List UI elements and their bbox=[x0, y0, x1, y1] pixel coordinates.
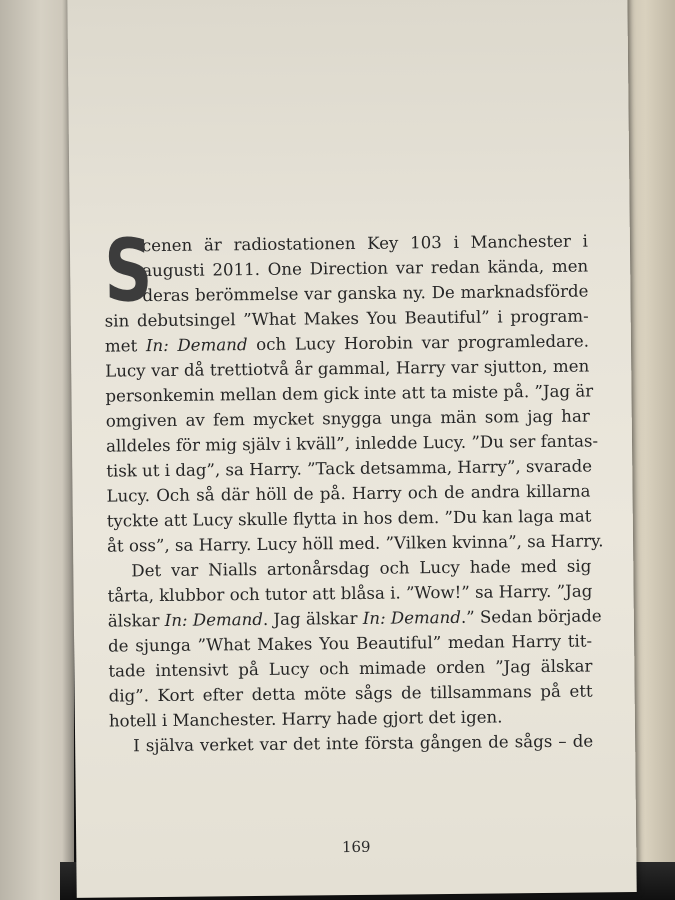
text-line-21: I själva verket var det inte första gången de sågs – de bbox=[133, 731, 594, 756]
text-line-5-pre: met bbox=[104, 336, 147, 356]
drop-cap: S bbox=[103, 221, 154, 322]
text-line-9: alldeles för mig själv i kväll”, inledde Lucy. ”Du ser fantas- bbox=[105, 431, 599, 456]
text-line-7: personkemin mellan dem gick inte att ta miste på. ”Jag är bbox=[105, 381, 594, 406]
text-line-16-pre: älskar bbox=[107, 610, 165, 631]
show-title-3: In: Demand bbox=[362, 607, 462, 628]
text-line-3: deras berömmelse var ganska ny. De marknadsförde bbox=[142, 281, 589, 306]
text-line-19: dig”. Kort efter detta möte sågs de tillsammans på ett bbox=[108, 681, 593, 706]
book-page bbox=[67, 0, 636, 898]
text-line-16-post: .” Sedan började bbox=[460, 606, 602, 627]
text-line-14: Det var Nialls artonårsdag och Lucy hade med sig bbox=[131, 556, 592, 581]
text-line-2: augusti 2011. One Direction var redan kända, men bbox=[142, 256, 589, 281]
text-line-11: Lucy. Och så där höll de på. Harry och de andra killarna bbox=[106, 481, 591, 506]
text-line-18: tade intensivt på Lucy och mimade orden ”Jag älskar bbox=[108, 656, 593, 681]
text-line-17: de sjunga ”What Makes You Beautiful” medan Harry tit- bbox=[108, 631, 593, 656]
text-line-16-mid: . Jag älskar bbox=[262, 608, 363, 629]
text-line-13: åt oss”, sa Harry. Lucy höll med. ”Vilken kvinna”, sa Harry. bbox=[106, 531, 604, 556]
show-title-2: In: Demand bbox=[164, 609, 263, 630]
text-line-10: tisk ut i dag”, sa Harry. ”Tack detsamma, Harry”, svarade bbox=[106, 456, 593, 481]
page-number: 169 bbox=[341, 837, 371, 857]
text-line-20: hotell i Manchester. Harry hade gjort det igen. bbox=[108, 707, 503, 731]
body-text bbox=[103, 221, 604, 759]
text-line-8: omgiven av fem mycket snygga unga män som jag har bbox=[105, 406, 590, 431]
text-line-12: tyckte att Lucy skulle flytta in hos dem. ”Du kan laga mat bbox=[106, 506, 592, 531]
text-line-1: cenen är radiostationen Key 103 i Manchester i bbox=[141, 231, 589, 256]
text-line-15: tårta, klubbor och tutor att blåsa i. ”Wow!” sa Harry. ”Jag bbox=[107, 581, 593, 606]
text-line-5-post: och Lucy Horobin var programledare. bbox=[247, 331, 590, 355]
show-title: In: Demand bbox=[145, 335, 248, 356]
text-line-6: Lucy var då trettiotvå år gammal, Harry var sjutton, men bbox=[105, 356, 590, 381]
text-line-4: sin debutsingel ”What Makes You Beautiful” i program- bbox=[104, 306, 589, 331]
